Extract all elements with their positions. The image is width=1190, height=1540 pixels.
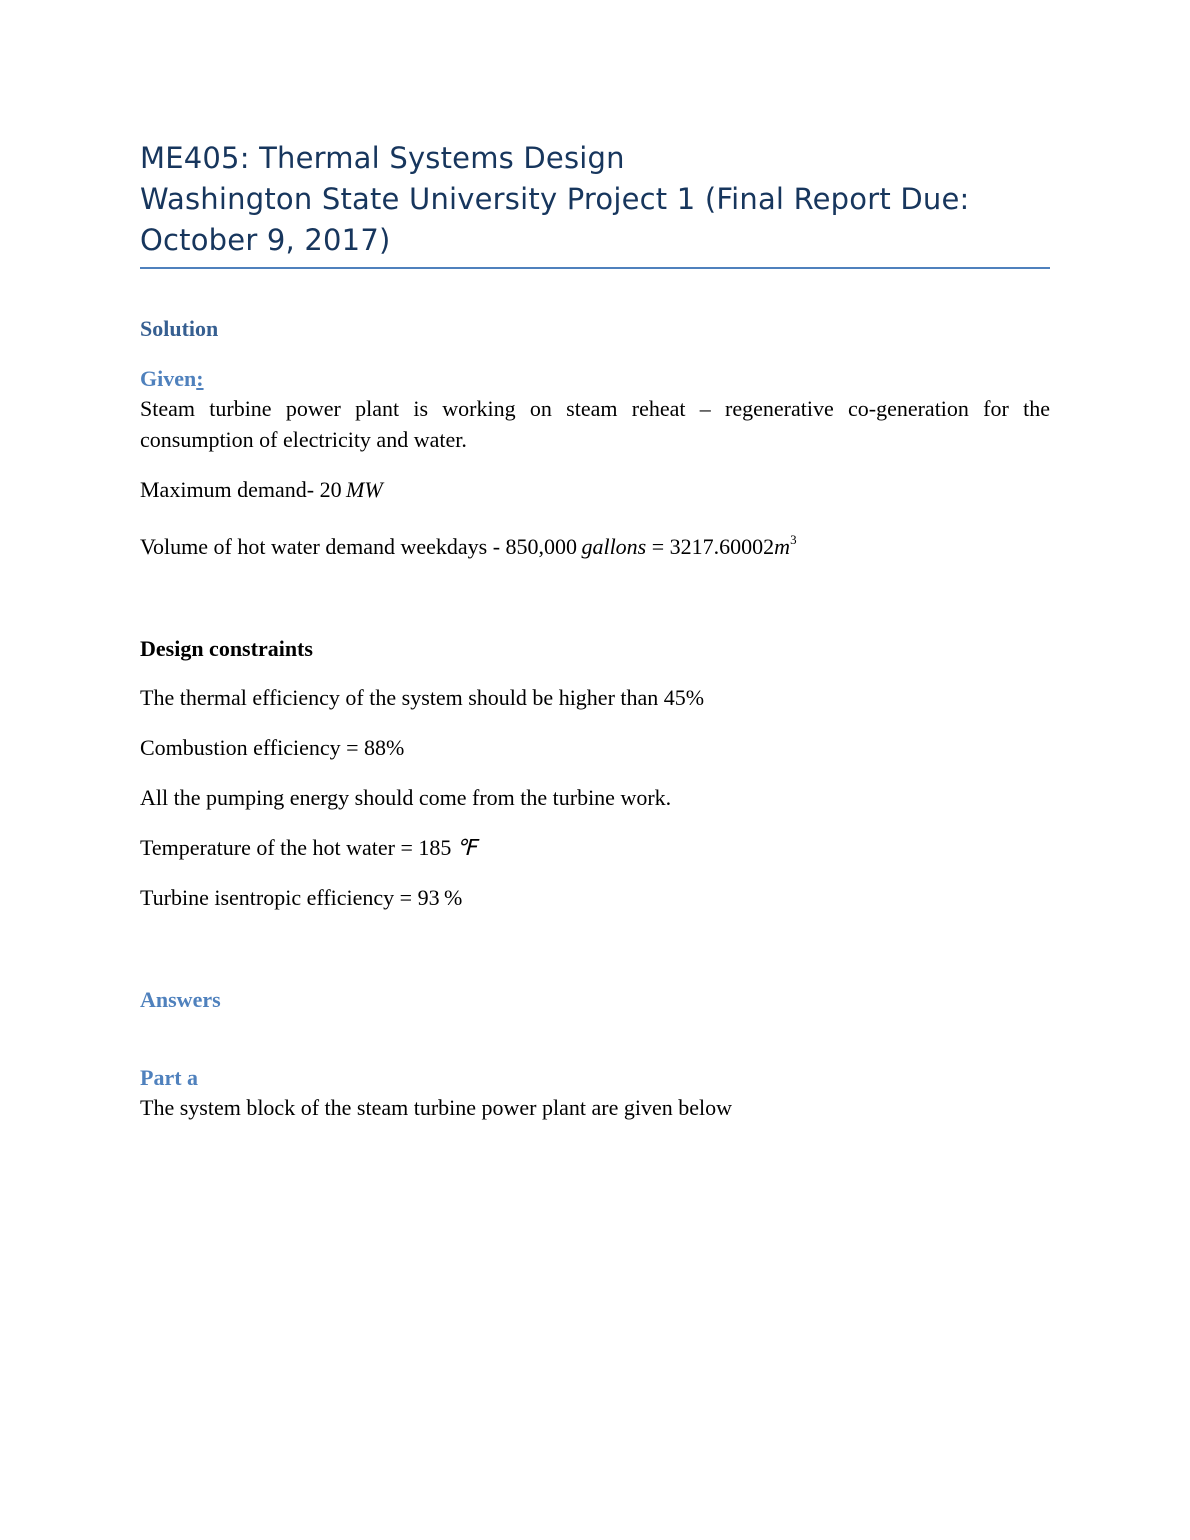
given-paragraph: Steam turbine power plant is working on steam reheat – regenerative co-generation for the consumption of electricity and water. [140, 396, 1050, 452]
solution-heading: Solution [140, 316, 219, 341]
title-line-1: ME405: Thermal Systems Design [140, 141, 625, 175]
volume-m: m [774, 534, 791, 559]
volume-line [140, 524, 1050, 562]
volume-value: 850,000 [505, 534, 578, 559]
temperature-value: 185 [418, 835, 452, 860]
volume-equals: = 3217.60002 [646, 534, 775, 559]
temperature-label: Temperature of the hot water = [140, 835, 419, 860]
max-demand-line [140, 474, 1050, 505]
volume-exponent: 3 [790, 532, 797, 547]
thermal-efficiency-line: The thermal efficiency of the system should be higher than 45% [140, 685, 705, 710]
given-colon: : [196, 366, 204, 391]
combustion-efficiency-line: Combustion efficiency = 88% [140, 735, 405, 760]
part-a-text: The system block of the steam turbine power plant are given below [140, 1095, 732, 1120]
document-title [140, 138, 1050, 269]
turbine-value: 93 [417, 885, 440, 910]
max-demand-value: 20 [319, 477, 342, 502]
temperature-unit: ℉ [455, 835, 477, 860]
volume-unit: gallons [581, 534, 647, 559]
given-label: Given [140, 366, 197, 391]
max-demand-label: Maximum demand- [140, 477, 320, 502]
temperature-line [140, 832, 1050, 863]
turbine-efficiency-line [140, 882, 1050, 913]
document-page [140, 138, 1050, 1123]
volume-label: Volume of hot water demand weekdays - [140, 534, 506, 559]
part-a-heading: Part a [140, 1065, 199, 1090]
max-demand-unit: MW [346, 477, 383, 502]
pumping-energy-line: All the pumping energy should come from the turbine work. [140, 785, 672, 810]
title-line-3: October 9, 2017) [140, 223, 391, 257]
given-heading [140, 365, 1050, 393]
turbine-unit: % [443, 885, 463, 910]
turbine-label: Turbine isentropic efficiency = [140, 885, 418, 910]
design-constraints-heading: Design constraints [140, 636, 313, 661]
answers-heading: Answers [140, 987, 221, 1012]
title-line-2: Washington State University Project 1 (Final Report Due: [140, 182, 970, 216]
